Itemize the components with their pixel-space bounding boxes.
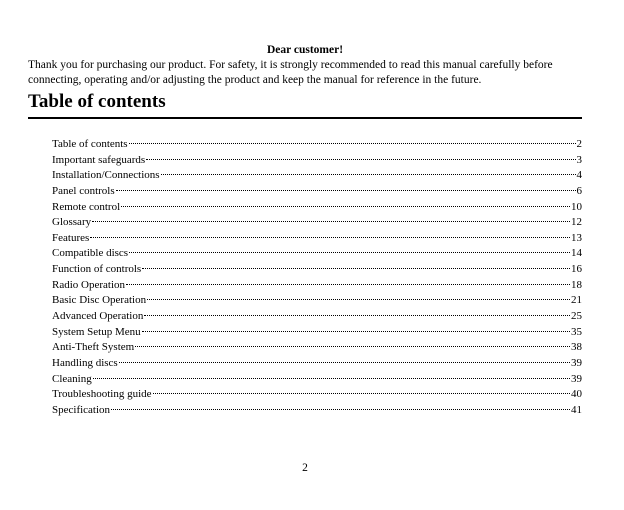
page-number: 2 — [302, 462, 308, 474]
toc-entry[interactable] — [52, 215, 582, 231]
toc-dot-leader — [92, 221, 570, 222]
toc-entry-page: 13 — [571, 231, 582, 244]
toc-entry-page: 10 — [571, 200, 582, 213]
title-divider — [28, 117, 582, 119]
toc-entry-label: Specification — [52, 403, 111, 416]
toc-entry[interactable] — [52, 137, 582, 153]
toc-dot-leader — [116, 190, 576, 191]
toc-entry-label: Table of contents — [52, 138, 128, 150]
toc-entry[interactable] — [52, 246, 582, 262]
toc-entry[interactable] — [52, 200, 582, 216]
toc-entry[interactable] — [52, 403, 582, 419]
toc-entry[interactable] — [52, 168, 582, 184]
toc-entry-label: Function of controls — [52, 263, 142, 276]
toc-entry[interactable] — [52, 231, 582, 247]
toc-entry[interactable] — [52, 309, 582, 325]
toc-entry-page: 18 — [571, 278, 582, 291]
toc-entry-label: Important safeguards — [52, 153, 146, 166]
toc-dot-leader — [142, 331, 570, 332]
toc-title: Table of contents — [28, 91, 166, 112]
toc-entry-label: Troubleshooting guide — [52, 388, 152, 401]
toc-entry[interactable] — [52, 387, 582, 403]
toc-dot-leader — [144, 315, 570, 316]
toc-entry[interactable] — [52, 372, 582, 388]
toc-dot-leader — [147, 299, 570, 300]
toc-entry-label: Cleaning — [52, 372, 92, 385]
toc-entry-page: 41 — [571, 403, 582, 416]
toc-entry-page: 21 — [571, 294, 582, 307]
toc-dot-leader — [161, 174, 576, 175]
toc-entry[interactable] — [52, 184, 582, 200]
toc-entry[interactable] — [52, 278, 582, 294]
toc-entry-page: 12 — [571, 216, 582, 229]
toc-dot-leader — [126, 284, 570, 285]
toc-entry[interactable] — [52, 340, 582, 356]
toc-entry-page: 3 — [576, 153, 582, 166]
toc-entry-label: System Setup Menu — [52, 325, 141, 338]
toc-entry-page: 4 — [576, 169, 582, 182]
toc-dot-leader — [119, 362, 570, 363]
toc-entry-label: Advanced Operation — [52, 310, 144, 323]
toc-entry[interactable] — [52, 325, 582, 341]
toc-list — [52, 137, 582, 419]
toc-entry[interactable] — [52, 153, 582, 169]
toc-entry-label: Glossary — [52, 216, 92, 229]
toc-dot-leader — [121, 206, 570, 207]
toc-entry-label: Anti-Theft System — [52, 341, 135, 354]
toc-entry-label: Handling discs — [52, 356, 118, 369]
toc-entry-page: 39 — [571, 372, 582, 385]
toc-entry-page: 14 — [571, 247, 582, 260]
toc-entry-page: 35 — [571, 325, 582, 338]
toc-dot-leader — [142, 268, 570, 269]
toc-entry-label: Basic Disc Operation — [52, 294, 147, 307]
greeting-heading: Dear customer! — [266, 44, 344, 56]
toc-entry-page: 2 — [576, 138, 582, 150]
toc-entry[interactable] — [52, 293, 582, 309]
toc-dot-leader — [90, 237, 570, 238]
toc-dot-leader — [111, 409, 570, 410]
toc-entry-label: Remote control — [52, 200, 121, 213]
toc-entry-page: 39 — [571, 356, 582, 369]
toc-entry-page: 25 — [571, 310, 582, 323]
toc-dot-leader — [146, 159, 575, 160]
toc-entry-page: 38 — [571, 341, 582, 354]
toc-entry-page: 6 — [576, 184, 582, 197]
toc-entry-label: Compatible discs — [52, 247, 129, 260]
toc-entry-page: 40 — [571, 388, 582, 401]
toc-dot-leader — [135, 346, 570, 347]
toc-entry-label: Installation/Connections — [52, 169, 160, 182]
intro-paragraph: Thank you for purchasing our product. For safety, it is strongly recommended to read this manual carefully before connecting, operating and/or adjusting the product and keep the manual for reference in the future. — [28, 59, 553, 86]
toc-entry-label: Features — [52, 231, 90, 244]
toc-entry-page: 16 — [571, 263, 582, 276]
toc-dot-leader — [153, 393, 570, 394]
toc-dot-leader — [93, 378, 570, 379]
toc-dot-leader — [129, 252, 570, 253]
toc-entry[interactable] — [52, 356, 582, 372]
toc-entry-label: Panel controls — [52, 184, 115, 197]
toc-dot-leader — [129, 143, 576, 144]
toc-entry[interactable] — [52, 262, 582, 278]
toc-entry-label: Radio Operation — [52, 278, 126, 291]
